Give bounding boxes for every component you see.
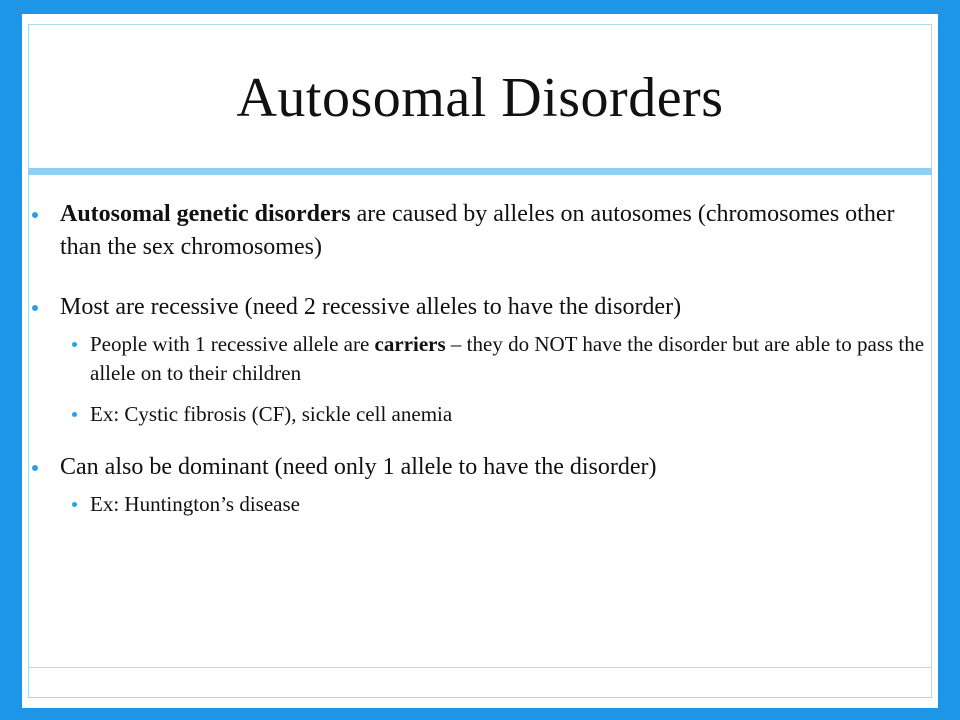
sub-bullet-recessive-examples (32, 400, 928, 429)
sub-bullet-text: People with 1 recessive allele are (90, 332, 375, 356)
slide-panel (22, 14, 938, 708)
bullet-dominant (32, 451, 928, 484)
decorative-line (28, 697, 932, 698)
bullet-text: Most are recessive (need 2 recessive alleles to have the disorder) (60, 294, 682, 320)
sub-bullet-text: – they do NOT have the disorder but are able to pass the allele on to their children (90, 332, 925, 385)
bullet-bold-lead: Autosomal genetic disorders (60, 201, 351, 227)
bullet-autosomal-definition (32, 198, 928, 264)
sub-bullet-text: Ex: Cystic fibrosis (CF), sickle cell anemia (90, 402, 453, 426)
bullet-group-dominant (32, 451, 928, 519)
slide-title: Autosomal Disorders (236, 67, 724, 129)
sub-bullet-dominant-example (32, 490, 928, 519)
bullet-recessive (32, 291, 928, 324)
decorative-line (28, 24, 932, 25)
sub-bullet-text: Ex: Huntington’s disease (90, 492, 300, 516)
title-divider (28, 168, 932, 175)
bullet-text: are caused by alleles on autosomes (chromosomes other than the sex chromosomes) (60, 201, 895, 260)
sub-bullet-bold: carriers (374, 332, 446, 356)
bullet-text: Can also be dominant (need only 1 allele to have the disorder) (60, 454, 657, 480)
slide-content (32, 198, 928, 541)
bullet-group-recessive (32, 291, 928, 429)
sub-bullet-carriers (32, 330, 928, 388)
decorative-line (28, 667, 932, 668)
